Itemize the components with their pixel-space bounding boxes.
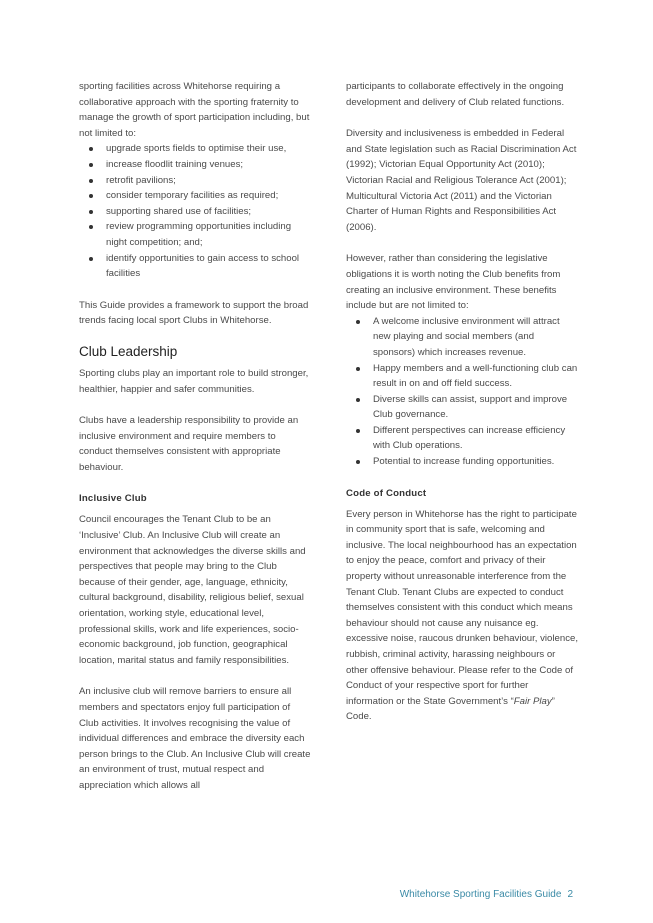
list-item: review programming opportunities including night competition; and; — [106, 219, 311, 250]
club-leadership-heading: Club Leadership — [79, 343, 178, 359]
list-item: Diverse skills can assist, support and improve Club governance. — [373, 392, 578, 423]
list-item: consider temporary facilities as required; — [106, 188, 311, 204]
inclusive-club-heading: Inclusive Club — [79, 493, 147, 505]
trends-bullet-list — [79, 141, 311, 281]
list-item: upgrade sports fields to optimise their use, — [106, 141, 311, 157]
benefits-bullet-list — [346, 314, 578, 470]
fair-play-text: Fair Play — [513, 695, 552, 707]
footer-title: Whitehorse Sporting Facilities Guide — [399, 889, 562, 900]
list-item: supporting shared use of facilities; — [106, 204, 311, 220]
list-item: Different perspectives can increase efficiency with Club operations. — [373, 423, 578, 454]
intro-paragraph: sporting facilities across Whitehorse requiring a collaborative approach with the sporting fraternity to manage the growth of sport participation including, but not limited to: — [79, 81, 310, 139]
inclusive-paragraph-2: An inclusive club will remove barriers to ensure all members and spectators enjoy full participation of Club activities. It involves recognising the value of individual differences and embrace the diversity each person brings to the Club. An Inclusive Club will create an environment of trust, mutual respect and appreciation which allows all — [79, 686, 311, 791]
diversity-paragraph: Diversity and inclusiveness is embedded in Federal and State legislation such as Racial Discrimination Act (1992); Victorian Equal Opportunity Act (2010); Victorian Racial and Religious Tolerance Act (2001); Multicultural Victoria Act (2011) and the Victorian Charter of Human Rights and Responsibilities Act (2006). — [346, 128, 577, 233]
list-item: identify opportunities to gain access to school facilities — [106, 251, 311, 282]
list-item: A welcome inclusive environment will attract new playing and social members (and sponsors) which increases revenue. — [373, 314, 578, 361]
list-item: increase floodlit training venues; — [106, 157, 311, 173]
page-footer — [400, 889, 573, 900]
leadership-paragraph-2: Clubs have a leadership responsibility to provide an inclusive environment and require members to conduct themselves consistent with appropriate behaviour. — [79, 415, 299, 473]
page-number: 2 — [567, 889, 573, 900]
conduct-paragraph — [346, 507, 578, 725]
conduct-text: Every person in Whitehorse has the right to participate in community sport that is safe, welcoming and inclusive. The local neighbourhood has an expectation to enjoy the peace, comfort and privacy of their property without unreasonable interference from the Tenant Club. Tenant Clubs are expected to conduct themselves consistent with this conduct which means behaviour should not cause any nuisance eg. excessive noise, raucous drunken behaviour, violence, rubbish, criminal activity, harassing neighbours or other offensive behaviour. Please refer to the Code of Conduct of your respective sport for further information or the State Government’s “ — [346, 508, 578, 707]
benefits-intro-paragraph: However, rather than considering the legislative obligations it is worth noting the Club benefits from creating an inclusive environment. These benefits include but are not limited to: — [346, 253, 561, 312]
list-item: Potential to increase funding opportunities. — [373, 454, 578, 470]
leadership-paragraph-1: Sporting clubs play an important role to build stronger, healthier, happier and safer communities. — [79, 367, 309, 395]
continuation-paragraph: participants to collaborate effectively in the ongoing development and delivery of Club related functions. — [346, 81, 565, 108]
code-of-conduct-heading: Code of Conduct — [346, 487, 427, 499]
inclusive-paragraph-1: Council encourages the Tenant Club to be an ‘Inclusive’ Club. An Inclusive Club will create an environment that acknowledges the diverse skills and perspectives that people may bring to the Club because of their gender, age, language, ethnicity, cultural background, disability, religious belief, sexual orientation, working style, educational level, professional skills, work and life experiences, socio-economic background, job function, geographical location, marital status and family responsibilities. — [79, 514, 306, 666]
guide-paragraph: This Guide provides a framework to support the broad trends facing local sport Clubs in Whitehorse. — [79, 299, 309, 327]
list-item: Happy members and a well-functioning club can result in on and off field success. — [373, 361, 578, 392]
list-item: retrofit pavilions; — [106, 173, 311, 189]
conduct-text-end: ” Code. — [346, 695, 555, 723]
left-column — [79, 79, 311, 794]
right-column — [346, 79, 578, 725]
